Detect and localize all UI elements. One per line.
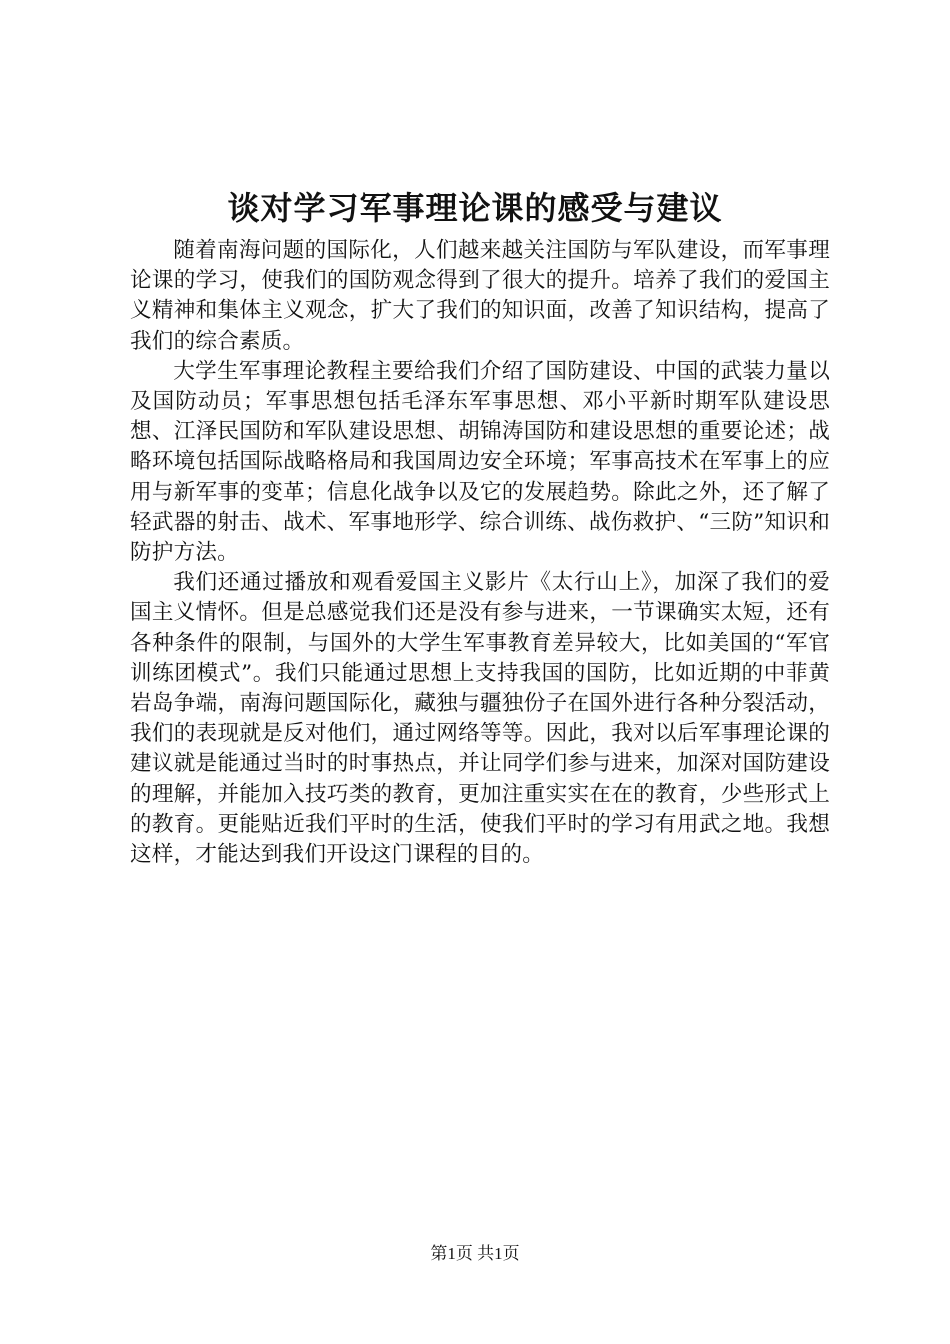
paragraph-1: 随着南海问题的国际化，人们越来越关注国防与军队建设，而军事理论课的学习，使我们的国防观念得到了很大的提升。培养了我们的爱国主义精神和集体主义观念，扩大了我们的知识面，改善了知识结构，提高了我们的综合素质。 [130, 238, 830, 354]
document-title: 谈对学习军事理论课的感受与建议 [227, 189, 723, 227]
paragraph-2: 大学生军事理论教程主要给我们介绍了国防建设、中国的武装力量以及国防动员；军事思想包括毛泽东军事思想、邓小平新时期军队建设思想、江泽民国防和军队建设思想、胡锦涛国防和建设思想的重要论述；战略环境包括国际战略格局和我国周边安全环境；军事高技术在军事上的应用与新军事的变革；信息化战争以及它的发展趋势。除此之外，还了解了轻武器的射击、战术、军事地形学、综合训练、战伤救护、“三防”知识和防护方法。 [130, 358, 830, 566]
document-body [130, 236, 830, 870]
page-footer: 第1页 共1页 [430, 1244, 520, 1263]
paragraph-3: 我们还通过播放和观看爱国主义影片《太行山上》，加深了我们的爱国主义情怀。但是总感觉我们还是没有参与进来，一节课确实太短，还有各种条件的限制，与国外的大学生军事教育差异较大，比如美国的“军官训练团模式”。我们只能通过思想上支持我国的国防，比如近期的中菲黄岩岛争端，南海问题国际化，藏独与疆独份子在国外进行各种分裂活动，我们的表现就是反对他们，通过网络等等。因此，我对以后军事理论课的建议就是能通过当时的时事热点，并让同学们参与进来，加深对国防建设的理解，并能加入技巧类的教育，更加注重实实在在的教育，少些形式上的教育。更能贴近我们平时的生活，使我们平时的学习有用武之地。我想这样，才能达到我们开设这门课程的目的。 [130, 570, 830, 868]
